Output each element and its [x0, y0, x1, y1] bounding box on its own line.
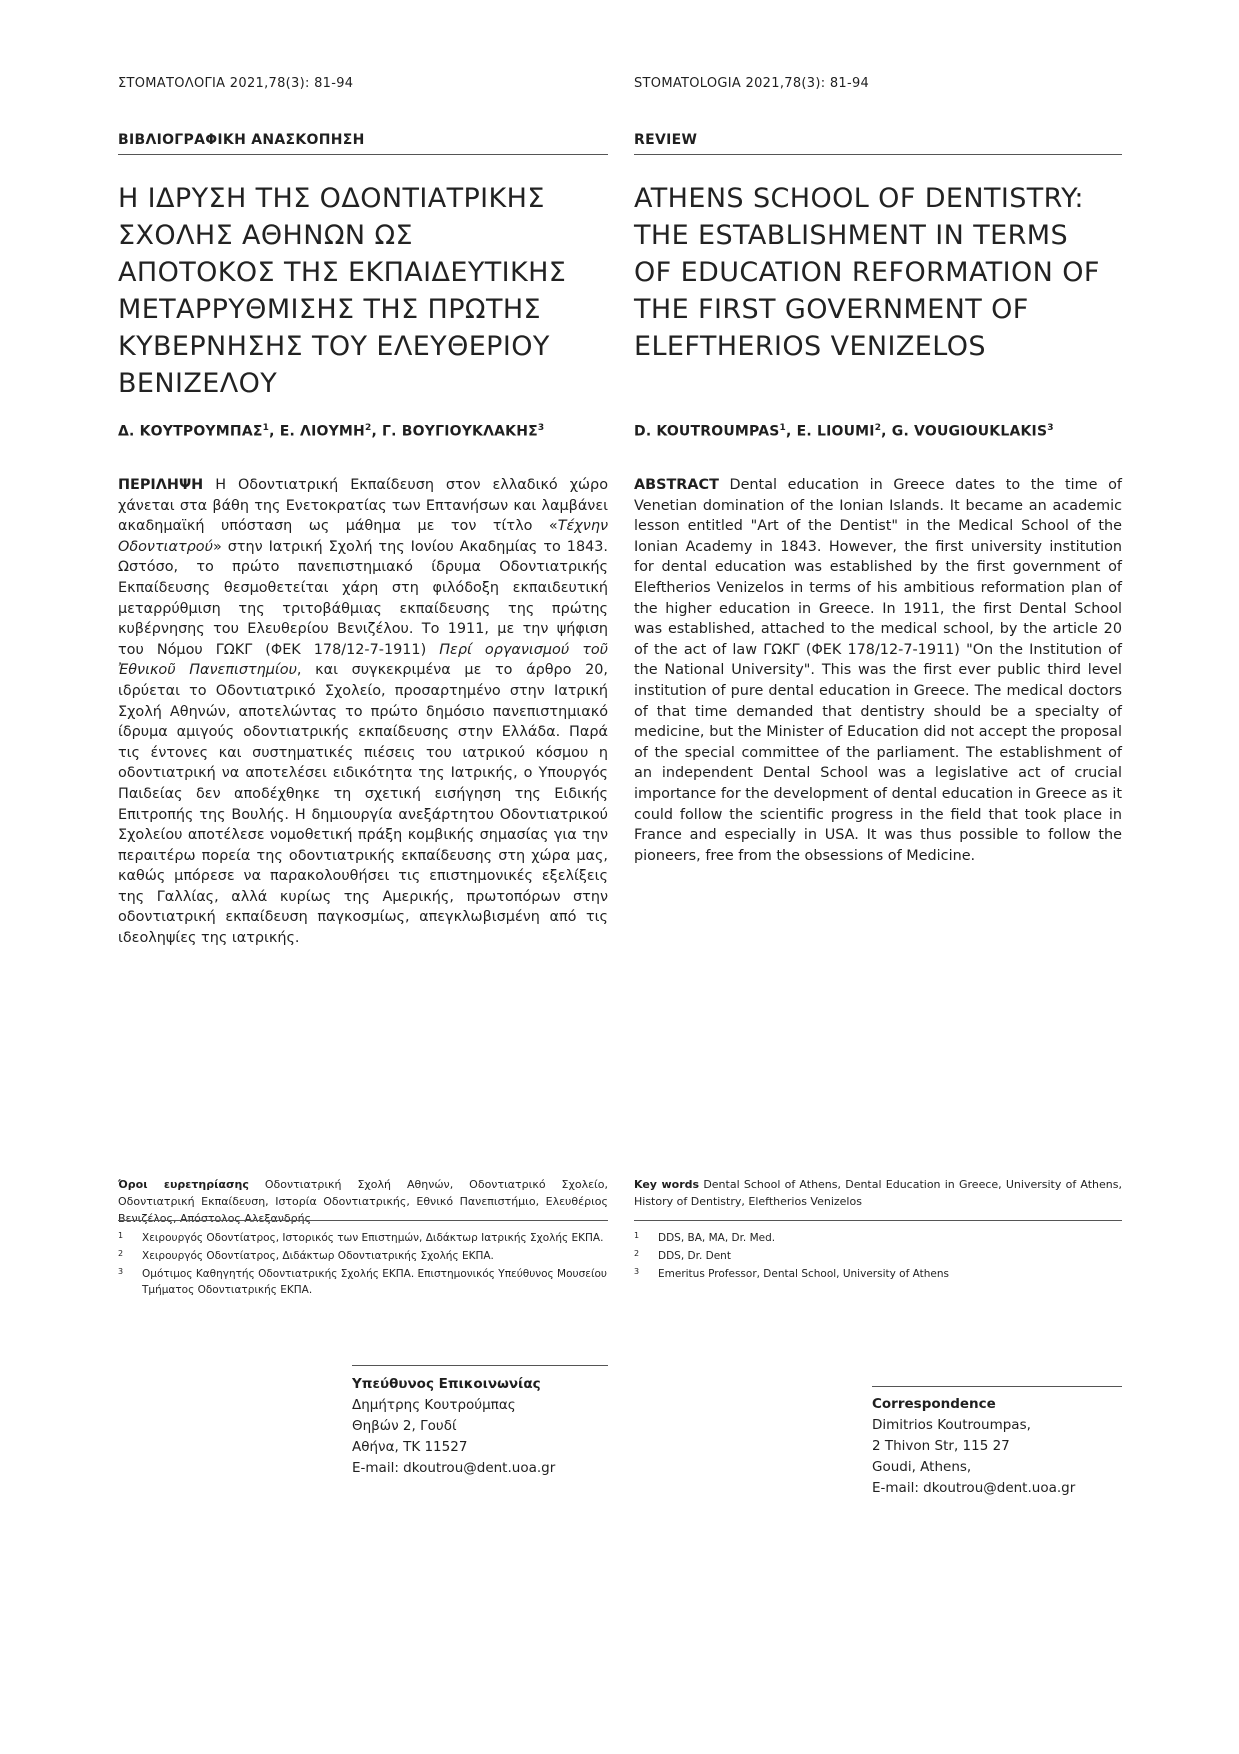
title-line: ELEFTHERIOS VENIZELOS	[634, 331, 986, 362]
author-affiliation-mark: 1	[779, 423, 786, 433]
section-rule-english	[634, 154, 1122, 155]
journal-citation-english: STOMATOLOGIA 2021,78(3): 81-94	[634, 76, 870, 91]
correspondence-english	[872, 1394, 1132, 1499]
author-affiliation-mark: 1	[262, 423, 270, 433]
journal-citation-greek: ΣΤΟΜΑΤΟΛΟΓΙΑ 2021,78(3): 81-94	[118, 76, 354, 91]
author-name: D. KOUTROUMPAS	[634, 423, 780, 440]
title-line: Η ΙΔΡΥΣΗ ΤΗΣ ΟΔΟΝΤΙΑΤΡΙΚΗΣ	[118, 183, 545, 214]
title-line: ΚΥΒΕΡΝΗΣΗΣ ΤΟΥ ΕΛΕΥΘΕΡΙΟΥ	[118, 331, 550, 362]
correspondence-line: 2 Thivon Str, 115 27	[872, 1438, 1010, 1454]
author-name: Γ. ΒΟΥΓΙΟΥΚΛΑΚΗΣ	[382, 423, 538, 440]
author-affiliation-mark: 3	[1047, 423, 1054, 433]
title-line: THE FIRST GOVERNMENT OF	[634, 294, 1029, 325]
author-affiliation-mark: 2	[874, 423, 882, 433]
section-label-greek: ΒΙΒΛΙΟΓΡΑΦΙΚΗ ΑΝΑΣΚΟΠΗΣΗ	[118, 132, 365, 148]
correspondence-greek	[352, 1374, 612, 1479]
article-title-english	[634, 180, 1100, 365]
correspondence-line: Dimitrios Koutroumpas,	[872, 1417, 1031, 1433]
footnote-rule-english	[634, 1220, 1122, 1221]
footnotes-english	[634, 1230, 1122, 1284]
correspondence-line: Θηβών 2, Γουδί	[352, 1418, 457, 1434]
keywords-english: Key words Dental School of Athens, Dental Education in Greece, University of Athens, History of Dentistry, Eleftherios Venizelos	[634, 1178, 1122, 1208]
title-line: ΑΠΟΤΟΚΟΣ ΤΗΣ ΕΚΠΑΙΔΕΥΤΙΚΗΣ	[118, 257, 567, 288]
keywords-greek: Όροι ευρετηρίασης Οδοντιατρική Σχολή Αθηνών, Οδοντιατρικό Σχολείο, Οδοντιατρική Εκπαίδευση, Ιστορία Οδοντιατρικής, Εθνικό Πανεπιστήμιο, Ελευθέριος Βενιζέλος, Απόστολος Αλεξανδρής	[118, 1178, 608, 1225]
section-label-english: REVIEW	[634, 132, 698, 148]
section-rule-greek	[118, 154, 608, 155]
abstract-english: ABSTRACT Dental education in Greece dates to the time of Venetian domination of the Ionian Islands. It became an academic lesson entitled "Art of the Dentist" in the Medical School of the Ionian Academy in 1843. However, the first university institution for dental education was established by the first government of Eleftherios Venizelos in terms of his ambitious reformation plan of the higher education in Greece. In 1911, the first Dental School was established, attached to the medical school, by the article 20 of the act of law ΓΩΚΓ (ΦΕΚ 178/12-7-1911) "On the Institution of the National University". This was the first ever public third level institution of pure dental education in Greece. The medical doctors of that time demanded that dentistry should be a specialty of medicine, but the Minister of Education did not accept the proposal of the special committee of the parliament. The establishment of an independent Dental School was a legislative act of crucial importance for the development of dental education in Greece as it could follow the scientific progress in the field that took place in France and especially in USA. It was thus possible to follow the pioneers, free from the obsessions of Medicine.	[634, 477, 1122, 864]
authors-english: D. KOUTROUMPAS$^1$, E. LIOUMI$^2$, G. VOUGIOUKLAKIS$^3$	[634, 423, 1054, 440]
correspondence-rule-greek	[352, 1365, 608, 1366]
author-name: Ε. ΛΙΟΥΜΗ	[279, 423, 365, 440]
title-line: ATHENS SCHOOL OF DENTISTRY:	[634, 183, 1084, 214]
correspondence-line: Goudi, Athens,	[872, 1459, 972, 1475]
title-line: THE ESTABLISHMENT IN TERMS	[634, 220, 1068, 251]
author-affiliation-mark: 3	[537, 423, 545, 433]
correspondence-heading-greek: Υπεύθυνος Επικοινωνίας	[352, 1376, 541, 1392]
author-name: E. LIOUMI	[796, 423, 875, 440]
keywords-label-greek: Όροι ευρετηρίασης	[118, 1178, 249, 1191]
author-affiliation-mark: 2	[364, 423, 372, 433]
correspondence-line: Δημήτρης Κουτρούμπας	[352, 1397, 516, 1413]
footnote: 3 Ομότιμος Καθηγητής Οδοντιατρικής Σχολής ΕΚΠΑ. Επιστημονικός Υπεύθυνος Μουσείου Τμήματος Οδοντιατρικής ΕΚΠΑ.	[118, 1267, 607, 1296]
correspondence-email: E-mail: dkoutrou@dent.uoa.gr	[352, 1460, 556, 1476]
authors-greek: Δ. ΚΟΥΤΡΟΥΜΠΑΣ$^1$, Ε. ΛΙΟΥΜΗ$^2$, Γ. ΒΟΥΓΙΟΥΚΛΑΚΗΣ$^3$	[118, 423, 545, 440]
author-name: Δ. ΚΟΥΤΡΟΥΜΠΑΣ	[118, 423, 263, 440]
article-title-greek	[118, 180, 566, 402]
correspondence-line: Αθήνα, ΤΚ 11527	[352, 1439, 468, 1455]
abstract-label-english: ABSTRACT	[634, 477, 719, 493]
footnotes-greek	[118, 1230, 608, 1300]
footnote: 2 DDS, Dr. Dent	[634, 1249, 731, 1262]
footnote: 2 Χειρουργός Οδοντίατρος, Διδάκτωρ Οδοντιατρικής Σχολής ΕΚΠΑ.	[118, 1249, 494, 1262]
title-line: OF EDUCATION REFORMATION OF	[634, 257, 1100, 288]
title-line: ΣΧΟΛΗΣ ΑΘΗΝΩΝ ΩΣ	[118, 220, 413, 251]
footnote: 1 Χειρουργός Οδοντίατρος, Ιστορικός των Επιστημών, Διδάκτωρ Ιατρικής Σχολής ΕΚΠΑ.	[118, 1231, 604, 1244]
abstract-label-greek: ΠΕΡΙΛΗΨΗ	[118, 477, 204, 493]
correspondence-heading-english: Correspondence	[872, 1396, 996, 1412]
author-name: G. VOUGIOUKLAKIS	[891, 423, 1048, 440]
correspondence-email: E-mail: dkoutrou@dent.uoa.gr	[872, 1480, 1076, 1496]
abstract-greek: ΠΕΡΙΛΗΨΗ Η Οδοντιατρική Εκπαίδευση στον ελλαδικό χώρο χάνεται στα βάθη της Ενετοκρατίας των Επτανήσων και λαμβάνει ακαδημαϊκή υπόσταση ως μάθημα με τον τίτλο «Τέχνην Οδοντιατρού» στην Ιατρική Σχολή της Ιονίου Ακαδημίας το 1843. Ωστόσο, το πρώτο πανεπιστημιακό ίδρυμα Οδοντιατρικής Εκπαίδευσης θεσμοθετείται χάρη στη φιλόδοξη εκπαιδευτική μεταρρύθμιση της τριτοβάθμιας εκπαίδευσης της πρώτης κυβέρνησης του Ελευθερίου Βενιζέλου. Το 1911, με την ψήφιση του Νόμου ΓΩΚΓ (ΦΕΚ 178/12-7-1911) Περί οργανισμού τοῦ Ἐθνικοῦ Πανεπιστημίου, και συγκεκριμένα με το άρθρο 20, ιδρύεται το Οδοντιατρικό Σχολείο, προσαρτημένο στην Ιατρική Σχολή Αθηνών, αποτελώντας το πρώτο δημόσιο πανεπιστημιακό ίδρυμα αμιγούς οδοντιατρικής εκπαίδευσης στην Ελλάδα. Παρά τις έντονες και συστηματικές πιέσεις του ιατρικού κόσμου η οδοντιατρική να αποτελέσει ειδικότητα της Ιατρικής, ο Υπουργός Παιδείας δεν αποδέχθηκε τη σχετική εισήγηση της Ειδικής Επιτροπής της Βουλής. Η δημιουργία ανεξάρτητου Οδοντιατρικού Σχολείου αποτέλεσε νομοθετική πράξη κομβικής σημασίας για την περαιτέρω πορεία της οδοντιατρικής εκπαίδευσης στη χώρα μας, καθώς μπόρεσε να παρακολουθήσει τις επιστημονικές εξελίξεις της Γαλλίας, αλλά κυρίως της Αμερικής, πρωτοπόρων στην οδοντιατρική εκπαίδευση παγκοσμίως, απεγκλωβισμένη από τις ιδεοληψίες της ιατρικής.	[118, 477, 608, 947]
keywords-label-english: Key words	[634, 1178, 700, 1191]
footnote: 1 DDS, BA, MA, Dr. Med.	[634, 1231, 776, 1244]
title-line: ΜΕΤΑΡΡΥΘΜΙΣΗΣ ΤΗΣ ΠΡΩΤΗΣ	[118, 294, 541, 325]
correspondence-rule-english	[872, 1386, 1122, 1387]
title-line: ΒΕΝΙΖΕΛΟΥ	[118, 368, 278, 399]
footnote-rule-greek	[118, 1220, 608, 1221]
footnote: 3 Emeritus Professor, Dental School, University of Athens	[634, 1267, 949, 1280]
